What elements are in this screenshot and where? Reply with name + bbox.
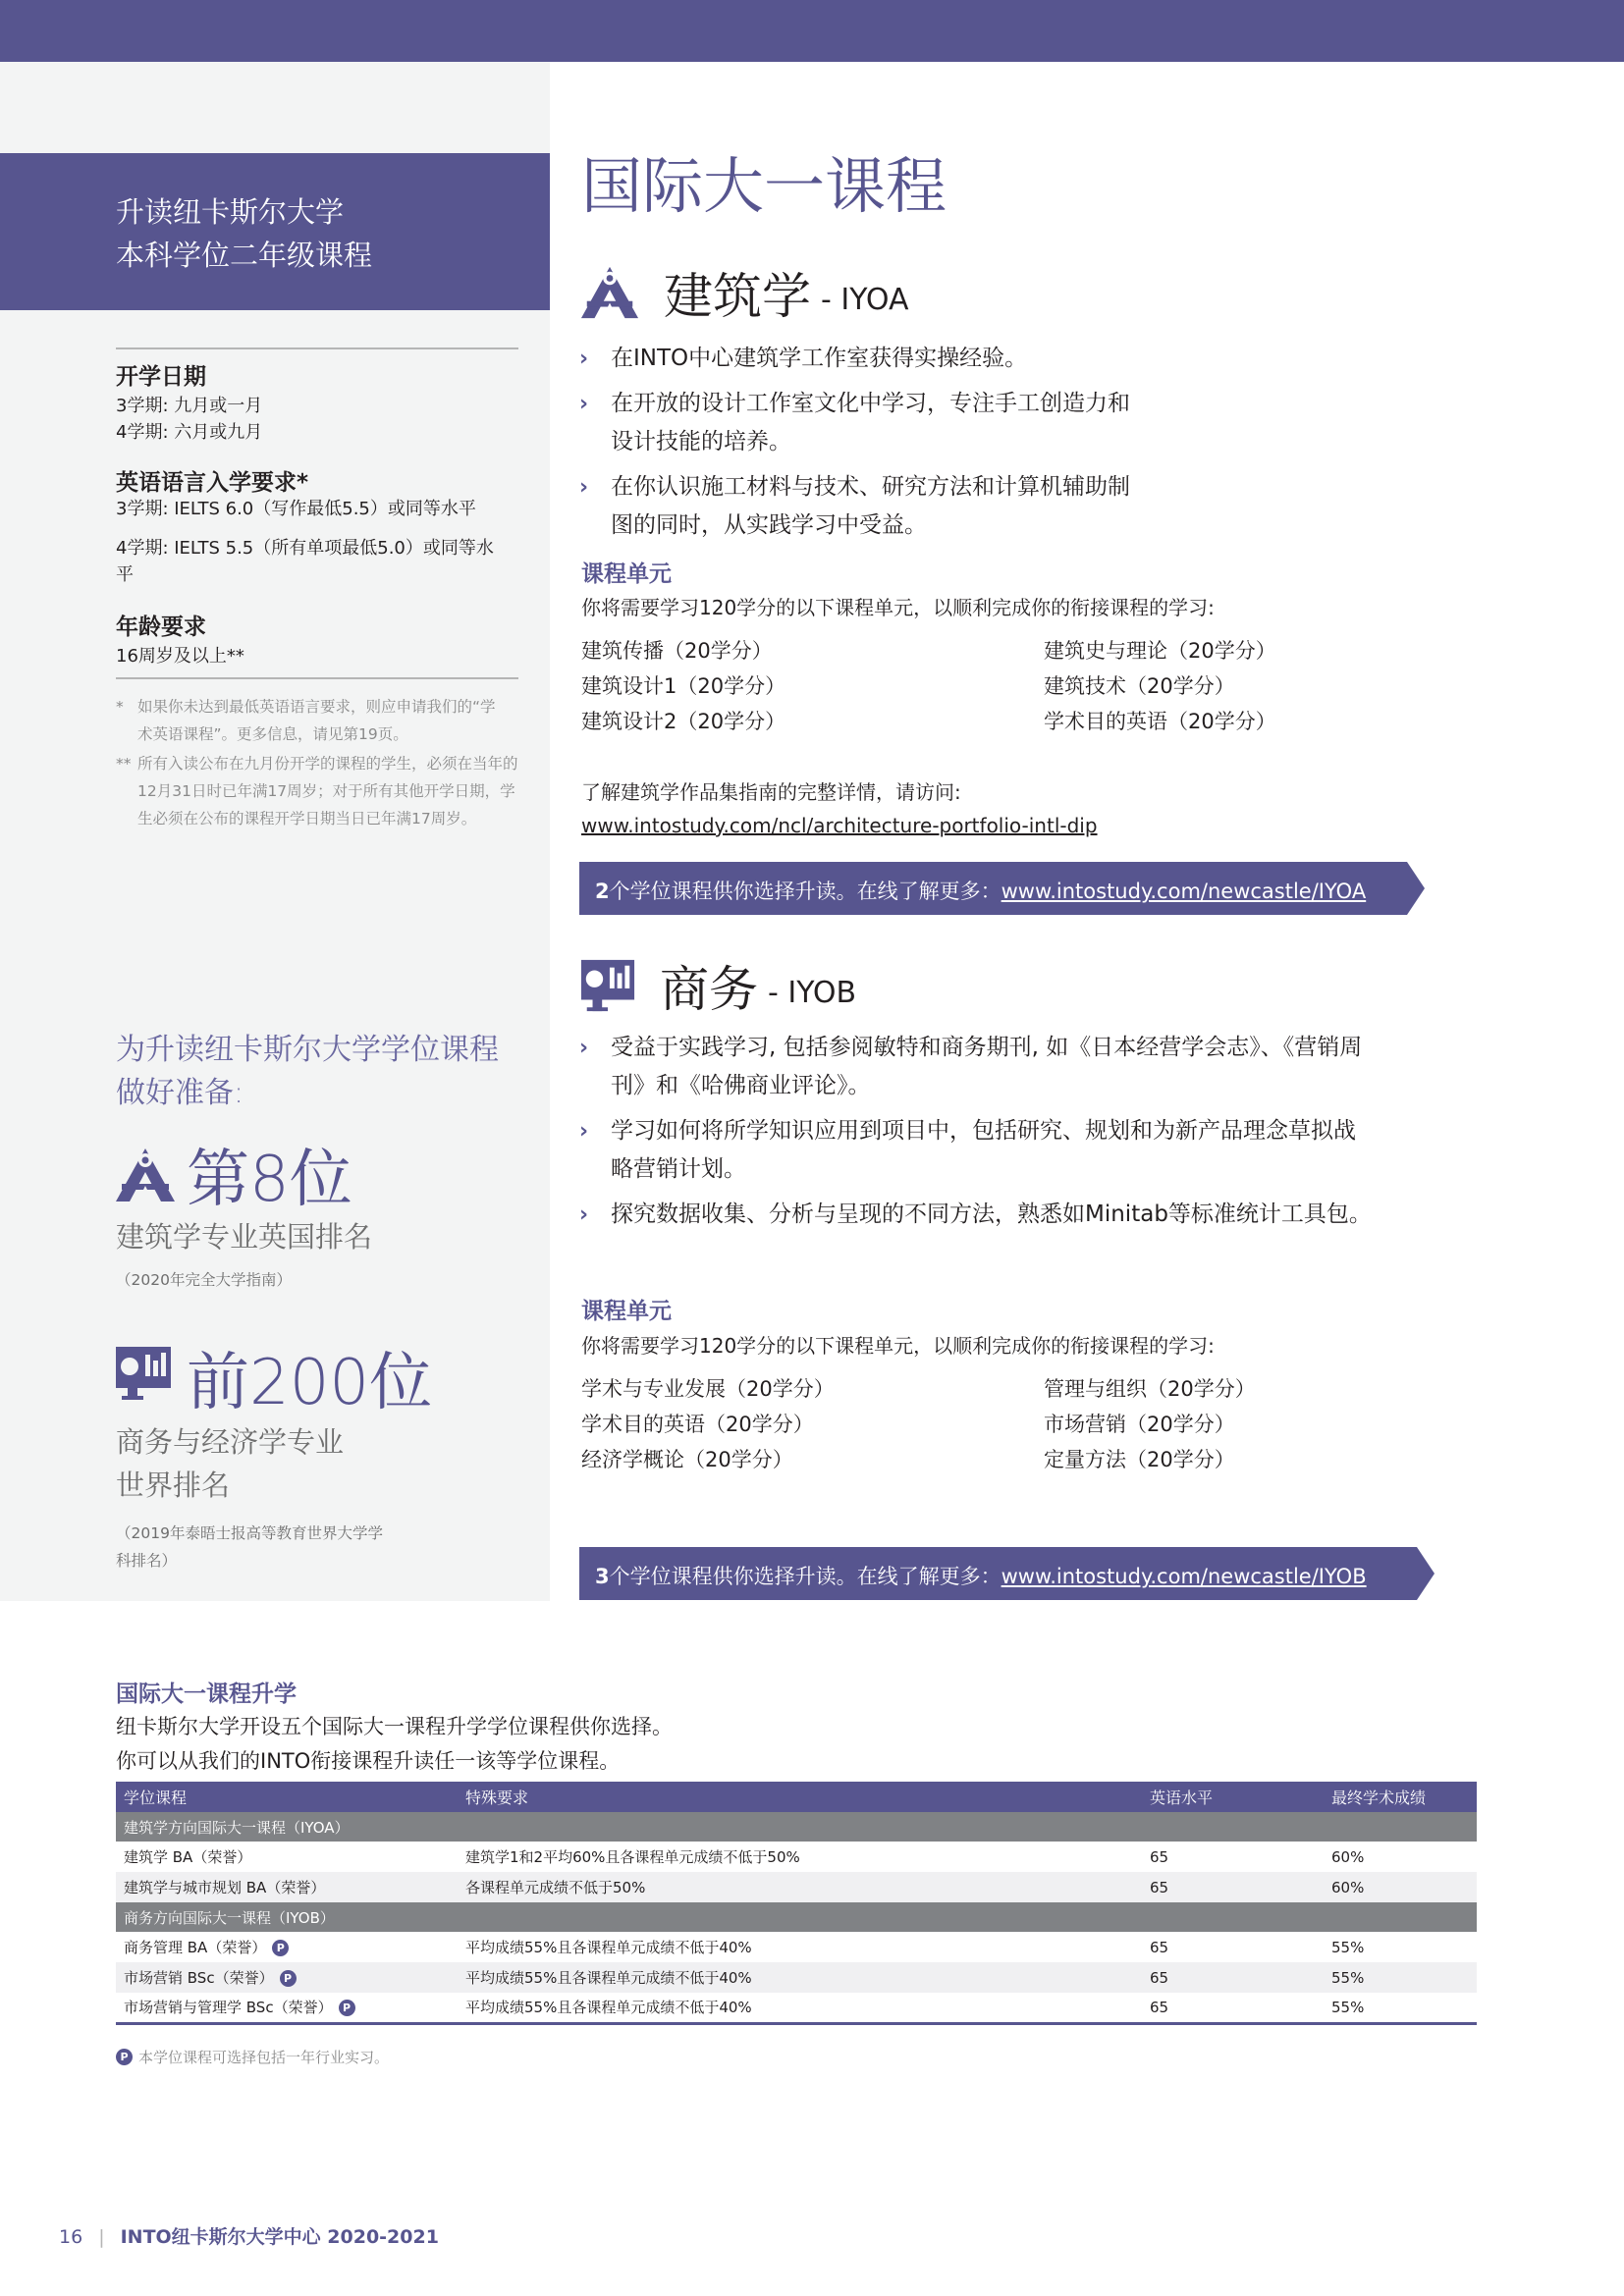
business-units-intro: 你将需要学习120学分的以下课程单元，以顺利完成你的衔接课程的学习: [581, 1334, 1215, 1358]
table-group-row: 商务方向国际大一课程（IYOB） [116, 1902, 1477, 1932]
progression-intro2: 你可以从我们的INTO衔接课程升读任一该等学位课程。 [116, 1749, 621, 1773]
architecture-code: - IYOA [821, 282, 909, 317]
banner-arrow [1407, 862, 1425, 915]
rank2-description-line1: 商务与经济学专业 [116, 1425, 345, 1459]
architecture-units-intro: 你将需要学习120学分的以下课程单元，以顺利完成你的衔接课程的学习: [581, 596, 1215, 619]
architecture-compass-icon [114, 1147, 177, 1203]
architecture-units-heading: 课程单元 [581, 561, 672, 587]
unit-item: 建筑技术（20学分） [1044, 674, 1235, 698]
rank2-number: 前200位 [187, 1347, 433, 1419]
age-line: 16周岁及以上** [116, 646, 244, 667]
footer-separator: | [98, 2226, 105, 2248]
architecture-heading [579, 257, 909, 328]
architecture-banner[interactable] [579, 862, 1407, 915]
business-heading [579, 950, 856, 1021]
chevron-right-icon: › [579, 1036, 589, 1060]
rank1-description: 建筑学专业英国排名 [116, 1220, 373, 1254]
unit-item: 建筑传播（20学分） [581, 639, 773, 663]
presentation-chart-icon [114, 1345, 173, 1402]
table-group-row: 建筑学方向国际大一课程（IYOA） [116, 1812, 1477, 1842]
unit-item: 经济学概论（20学分） [581, 1448, 793, 1471]
page-footer [59, 2222, 439, 2249]
note1: 如果你未达到最低英语语言要求，则应申请我们的“学术英语课程”。更多信息，请见第19页。 [137, 698, 496, 743]
note2-mark: ** [116, 755, 132, 773]
table-row: 商务管理 BA（荣誉） P 平均成绩55%且各课程单元成绩不低于40% 65 55% [116, 1932, 1477, 1962]
chevron-right-icon: › [579, 1119, 589, 1144]
banner-count: 3 [595, 1565, 610, 1588]
banner-count: 2 [595, 880, 610, 903]
unit-item: 建筑史与理论（20学分） [1044, 639, 1276, 663]
placement-icon: P [280, 1970, 297, 1987]
table-row: 市场营销 BSc（荣誉） P 平均成绩55%且各课程单元成绩不低于40% 65 55% [116, 1962, 1477, 1993]
age-heading: 年龄要求 [116, 614, 206, 640]
page-title: 国际大一课程 [581, 150, 947, 222]
placement-icon: P [116, 2049, 133, 2065]
note1-mark: * [116, 698, 124, 716]
list-item: › 在开放的设计工作室文化中学习，专注手工创造力和 设计技能的培养。 [579, 385, 1463, 461]
list-item: › 受益于实践学习, 包括参阅敏特和商务期刊, 如《日本经营学会志》、《营销周 刊》和《哈佛商业评论》。 [579, 1029, 1463, 1105]
top-bar [0, 0, 1624, 62]
list-item: › 学习如何将所学知识应用到项目中，包括研究、规划和为新产品理念草拟战 略营销计划。 [579, 1112, 1463, 1189]
table-row: 市场营销与管理学 BSc（荣誉） P 平均成绩55%且各课程单元成绩不低于40% 65 55% [116, 1993, 1477, 2023]
business-units-heading: 课程单元 [581, 1299, 672, 1324]
unit-item: 定量方法（20学分） [1044, 1448, 1235, 1471]
unit-item: 管理与组织（20学分） [1044, 1377, 1256, 1401]
start-date-line2: 4学期: 六月或九月 [116, 422, 263, 443]
unit-item: 学术目的英语（20学分） [1044, 710, 1276, 733]
portfolio-link[interactable]: www.intostudy.com/ncl/architecture-portfolio-intl-dip [581, 814, 1098, 837]
chevron-right-icon: › [579, 475, 589, 500]
header-grade: 最终学术成绩 [1324, 1782, 1477, 1812]
portfolio-text: 了解建筑学作品集指南的完整详情，请访问: [581, 780, 961, 804]
table-header-row [116, 1782, 1477, 1812]
progression-intro1: 纽卡斯尔大学开设五个国际大一课程升学学位课程供你选择。 [116, 1715, 673, 1738]
prep-line2: 做好准备: [116, 1076, 244, 1110]
chevron-right-icon: › [579, 1202, 589, 1227]
list-item: › 在你认识施工材料与技术、研究方法和计算机辅助制 图的同时，从实践学习中受益。 [579, 468, 1463, 545]
language-heading: 英语语言入学要求* [116, 470, 309, 496]
rank2-source-line1: （2019年泰晤士报高等教育世界大学学 [116, 1524, 383, 1542]
progression-table [116, 1782, 1477, 2025]
rank2-description-line2: 世界排名 [116, 1468, 231, 1502]
progression-title: 国际大一课程升学 [116, 1682, 297, 1707]
note2: 所有入读公布在九月份开学的课程的学生，必须在当年的12月31日时已年满17周岁；对于所有其他开学日期，学生必须在公布的课程开学日期当日已年满17周岁。 [137, 755, 518, 828]
banner-arrow [1417, 1547, 1435, 1600]
footnote [116, 2047, 389, 2067]
page-number: 16 [59, 2226, 83, 2248]
chevron-right-icon: › [579, 392, 589, 416]
header-requirements: 特殊要求 [458, 1782, 1142, 1812]
divider [116, 677, 518, 679]
rank1-source: （2020年完全大学指南） [116, 1271, 292, 1289]
prep-line1: 为升读纽卡斯尔大学学位课程 [116, 1033, 499, 1067]
unit-item: 学术与专业发展（20学分） [581, 1377, 835, 1401]
banner-link[interactable]: www.intostudy.com/newcastle/IYOB [1001, 1565, 1367, 1588]
prep-title [116, 1029, 499, 1115]
unit-item: 市场营销（20学分） [1044, 1413, 1235, 1436]
side-header-line1: 升读纽卡斯尔大学 [116, 195, 345, 229]
footnote-text: 本学位课程可选择包括一年行业实习。 [138, 2049, 390, 2066]
start-date-line1: 3学期: 九月或一月 [116, 396, 263, 416]
banner-text: 个学位课程供你选择升读。在线了解更多： [609, 1565, 1001, 1588]
banner-link[interactable]: www.intostudy.com/newcastle/IYOA [1001, 880, 1367, 903]
placement-icon: P [272, 1940, 289, 1956]
business-name: 商务 [660, 961, 758, 1018]
architecture-compass-icon [579, 264, 640, 321]
divider [116, 347, 518, 349]
rank1-number: 第8位 [187, 1144, 352, 1216]
presentation-chart-icon [579, 957, 636, 1014]
footer-title: INTO纽卡斯尔大学中心 2020-2021 [120, 2226, 439, 2248]
business-code: - IYOB [768, 975, 857, 1010]
banner-text: 个学位课程供你选择升读。在线了解更多： [609, 880, 1001, 903]
header-degree: 学位课程 [116, 1782, 458, 1812]
business-banner[interactable] [579, 1547, 1417, 1600]
language-line2: 4学期: IELTS 5.5（所有单项最低5.0）或同等水平 [116, 538, 494, 585]
list-item: › 探究数据收集、分析与呈现的不同方法，熟悉如Minitab等标准统计工具包。 [579, 1196, 1463, 1234]
side-header-line2: 本科学位二年级课程 [116, 239, 373, 272]
language-line1: 3学期: IELTS 6.0（写作最低5.5）或同等水平 [116, 499, 476, 519]
placement-icon: P [339, 2000, 355, 2016]
rank2-source-line2: 科排名） [116, 1552, 178, 1570]
start-date-heading: 开学日期 [116, 364, 206, 390]
list-item: › 在INTO中心建筑学工作室获得实操经验。 [579, 340, 1463, 378]
unit-item: 学术目的英语（20学分） [581, 1413, 814, 1436]
side-header [0, 153, 550, 310]
header-english: 英语水平 [1142, 1782, 1324, 1812]
unit-item: 建筑设计2（20学分） [581, 710, 786, 733]
unit-item: 建筑设计1（20学分） [581, 674, 786, 698]
architecture-name: 建筑学 [664, 268, 811, 325]
table-row: 建筑学 BA（荣誉） 建筑学1和2平均60%且各课程单元成绩不低于50% 65 60% [116, 1842, 1477, 1872]
table-row: 建筑学与城市规划 BA（荣誉） 各课程单元成绩不低于50% 65 60% [116, 1872, 1477, 1902]
chevron-right-icon: › [579, 347, 589, 371]
